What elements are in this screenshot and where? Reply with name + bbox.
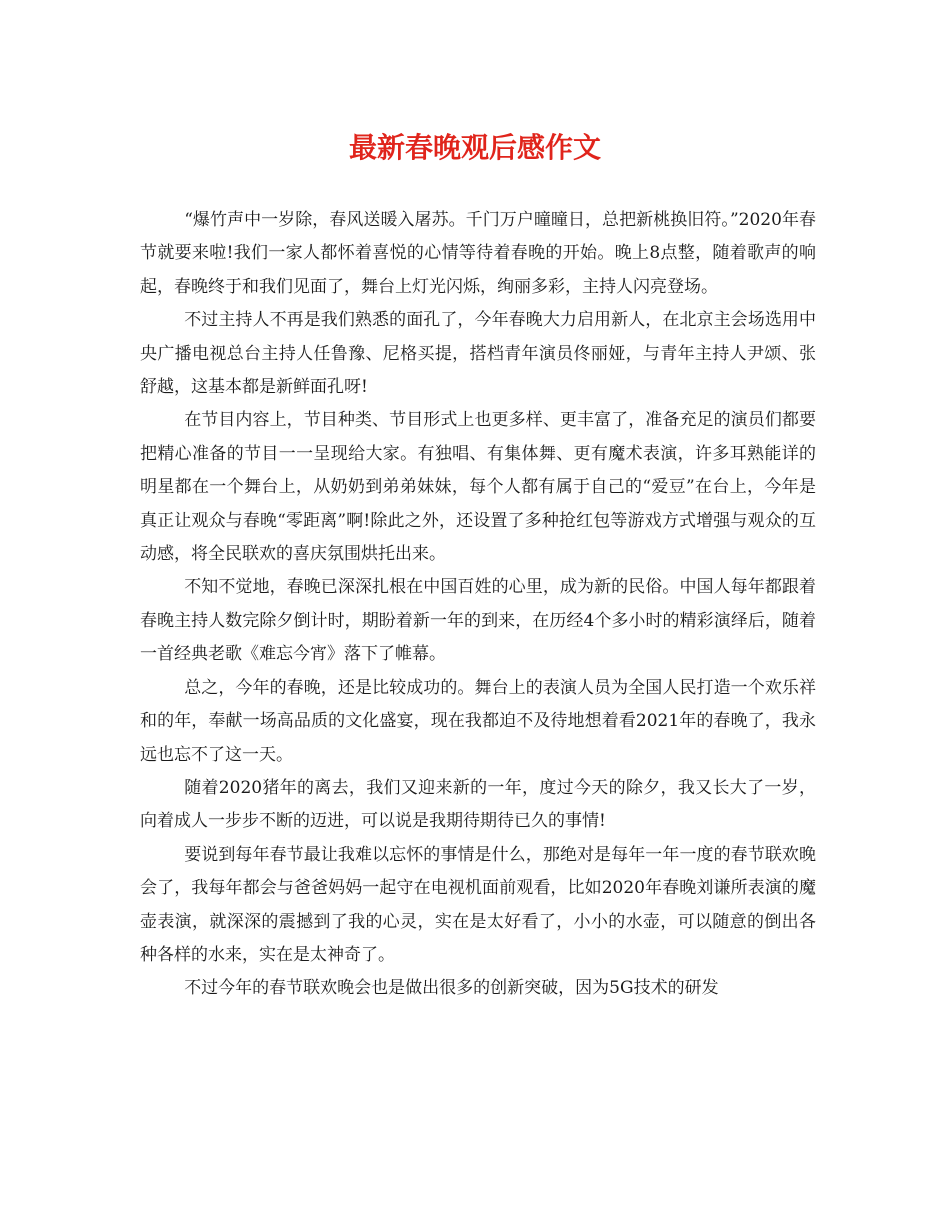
document-title: 最新春晚观后感作文 (348, 131, 601, 164)
paragraph: 要说到每年春节最让我难以忘怀的事情是什么，那绝对是每年一年一度的春节联欢晚会了，我每年都会与爸爸妈妈一起守在电视机面前观看，比如2020年春晚刘谦所表演的魔壶表演，就深深的震撼到了我的心灵，实在是太好看了，小小的水壶，可以随意的倒出各种各样的水来，实在是太神奇了。 (140, 844, 816, 965)
paragraph: 总之，今年的春晚，还是比较成功的。舞台上的表演人员为全国人民打造一个欢乐祥和的年，奉献一场高品质的文化盛宴，现在我都迫不及待地想着看2021年的春晚了，我永远也忘不了这一天。 (140, 677, 816, 765)
document-body (140, 204, 816, 1006)
paragraph: 不过主持人不再是我们熟悉的面孔了，今年春晚大力启用新人，在北京主会场选用中央广播电视总台主持人任鲁豫、尼格买提，搭档青年演员佟丽娅，与青年主持人尹颂、张舒越，这基本都是新鲜面孔呀! (140, 310, 816, 398)
paragraph: 随着2020猪年的离去，我们又迎来新的一年，度过今天的除夕，我又长大了一岁，向着成人一步步不断的迈进，可以说是我期待期待已久的事情! (140, 777, 816, 832)
paragraph: 在节目内容上，节目种类、节目形式上也更多样、更丰富了，准备充足的演员们都要把精心准备的节目一一呈现给大家。有独唱、有集体舞、更有魔术表演，许多耳熟能详的明星都在一个舞台上，从奶奶到弟弟妹妹，每个人都有属于自己的“爱豆”在台上，今年是真正让观众与春晚“零距离”啊!除此之外，还设置了多种抢红包等游戏方式增强与观众的互动感，将全民联欢的喜庆氛围烘托出来。 (140, 410, 816, 565)
paragraph: 不知不觉地，春晚已深深扎根在中国百姓的心里，成为新的民俗。中国人每年都跟着春晚主持人数完除夕倒计时，期盼着新一年的到来，在历经4个多小时的精彩演绎后，随着一首经典老歌《难忘今宵》落下了帷幕。 (140, 577, 816, 665)
paragraph: 不过今年的春节联欢晚会也是做出很多的创新突破，因为5G技术的研发 (184, 978, 719, 999)
paragraph: “爆竹声中一岁除，春风送暖入屠苏。千门万户曈曈日，总把新桃换旧符。”2020年春节就要来啦!我们一家人都怀着喜悦的心情等待着春晚的开始。晚上8点整，随着歌声的响起，春晚终于和我们见面了，舞台上灯光闪烁，绚丽多彩，主持人闪亮登场。 (140, 210, 816, 297)
